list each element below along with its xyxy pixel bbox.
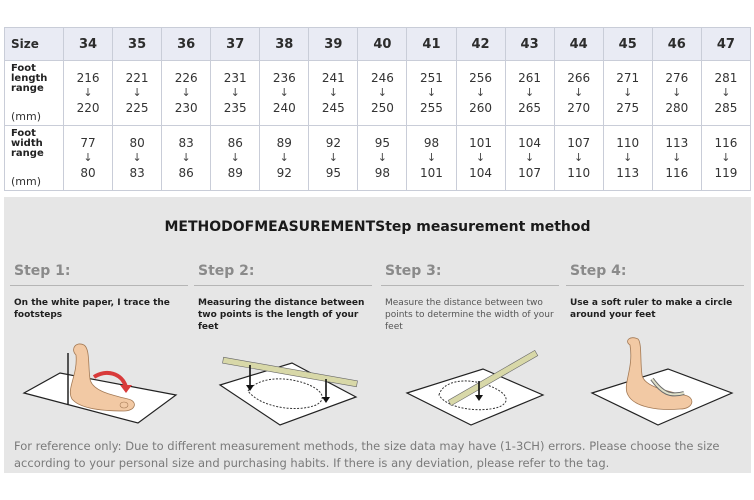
foot-width-max: 110 [567, 166, 591, 180]
foot-width-label-line2: width [11, 138, 43, 149]
foot-length-ruler-illustration [200, 335, 366, 427]
step-3 [381, 261, 559, 429]
down-arrow-icon: ↓ [721, 86, 731, 99]
foot-width-max: 86 [178, 166, 194, 180]
foot-width-header [5, 126, 64, 191]
foot-width-min: 110 [616, 136, 640, 150]
down-arrow-icon: ↓ [426, 86, 437, 99]
foot-length-cell [113, 61, 162, 126]
foot-length-max: 235 [223, 101, 247, 115]
foot-length-min: 221 [125, 71, 149, 85]
foot-width-cell [407, 126, 456, 191]
foot-length-min: 271 [616, 71, 640, 85]
down-arrow-icon: ↓ [524, 151, 535, 164]
foot-width-min: 77 [80, 136, 96, 150]
foot-length-max: 265 [518, 101, 542, 115]
foot-width-label-line1: Foot [11, 128, 36, 139]
step-1-label: Step 1: [14, 263, 71, 279]
size-chart-table [4, 27, 751, 191]
down-arrow-icon: ↓ [377, 86, 388, 99]
step-3-description: Measure the distance between two points to determine the width of your feet [385, 298, 554, 332]
down-arrow-icon: ↓ [83, 151, 93, 164]
tracing-foot-illustration [16, 335, 182, 427]
soft-ruler-foot-illustration [572, 335, 738, 427]
foot-length-min: 216 [76, 71, 100, 85]
down-arrow-icon: ↓ [328, 151, 338, 164]
foot-length-row [5, 61, 751, 126]
foot-width-cell [64, 126, 113, 191]
foot-width-cell [554, 126, 603, 191]
down-arrow-icon: ↓ [279, 151, 289, 164]
foot-length-cell [211, 61, 260, 126]
step-4-divider [566, 285, 744, 286]
foot-width-cell [456, 126, 505, 191]
foot-length-min: 236 [272, 71, 296, 85]
foot-length-max: 280 [665, 101, 689, 115]
foot-length-max: 270 [567, 101, 591, 115]
foot-width-max: 89 [227, 166, 243, 180]
size-cell: 40 [358, 28, 407, 61]
size-cell: 44 [554, 28, 603, 61]
down-arrow-icon: ↓ [524, 86, 535, 99]
down-arrow-icon: ↓ [181, 86, 191, 99]
down-arrow-icon: ↓ [672, 151, 682, 164]
measurement-method-panel [4, 197, 751, 473]
down-arrow-icon: ↓ [377, 151, 388, 164]
foot-width-max: 92 [276, 166, 292, 180]
foot-length-max: 240 [272, 101, 296, 115]
foot-length-max: 220 [76, 101, 100, 115]
step-1-divider [10, 285, 188, 286]
reference-note: For reference only: Due to different measurement methods, the size data may have (1-3CH) errors. Please choose the size according to your personal size and purchasing habits. If there is any deviation, please refer to the tag. [14, 439, 720, 470]
foot-width-cell [309, 126, 358, 191]
size-cell: 43 [505, 28, 554, 61]
foot-length-min: 266 [567, 71, 591, 85]
foot-length-cell [603, 61, 652, 126]
down-arrow-icon: ↓ [132, 86, 142, 99]
foot-length-min: 261 [518, 71, 542, 85]
size-row [5, 28, 751, 61]
step-1-description: On the white paper, I trace the footsteps [14, 298, 170, 320]
down-arrow-icon: ↓ [623, 86, 633, 99]
foot-length-cell [652, 61, 701, 126]
size-cell: 41 [407, 28, 456, 61]
foot-length-max: 285 [714, 101, 738, 115]
size-cell: 46 [652, 28, 701, 61]
size-cell: 35 [113, 28, 162, 61]
foot-width-cell [260, 126, 309, 191]
foot-width-max: 98 [374, 166, 391, 180]
down-arrow-icon: ↓ [574, 151, 584, 164]
foot-width-max: 95 [325, 166, 341, 180]
foot-length-cell [309, 61, 358, 126]
step-4-label: Step 4: [570, 263, 627, 279]
foot-width-min: 98 [423, 136, 440, 150]
foot-width-cell [652, 126, 701, 191]
foot-width-min: 80 [129, 136, 145, 150]
foot-width-min: 101 [469, 136, 492, 150]
foot-width-min: 83 [178, 136, 194, 150]
foot-length-max: 260 [469, 101, 492, 115]
foot-width-ruler-illustration [387, 335, 553, 427]
foot-length-min: 241 [321, 71, 345, 85]
size-cell: 42 [456, 28, 505, 61]
foot-width-max: 107 [518, 166, 542, 180]
foot-length-unit: (mm) [11, 110, 42, 123]
size-cell: 45 [603, 28, 652, 61]
foot-width-cell [162, 126, 211, 191]
foot-length-cell [456, 61, 505, 126]
method-title: METHODOFMEASUREMENTStep measurement method [164, 219, 591, 235]
step-3-label: Step 3: [385, 263, 442, 279]
foot-width-min: 86 [227, 136, 243, 150]
down-arrow-icon: ↓ [328, 86, 338, 99]
down-arrow-icon: ↓ [132, 151, 142, 164]
foot-length-min: 246 [370, 71, 394, 85]
foot-width-cell [113, 126, 162, 191]
foot-width-min: 116 [714, 136, 738, 150]
foot-length-min: 226 [174, 71, 198, 85]
step-2-description: Measuring the distance between two points is the length of your feet [198, 298, 365, 332]
foot-width-min: 92 [325, 136, 341, 150]
down-arrow-icon: ↓ [230, 151, 240, 164]
foot-width-min: 89 [276, 136, 292, 150]
foot-width-unit: (mm) [11, 175, 42, 188]
down-arrow-icon: ↓ [721, 151, 731, 164]
foot-length-min: 251 [420, 71, 443, 85]
foot-width-min: 95 [374, 136, 391, 150]
foot-length-cell [358, 61, 407, 126]
step-3-divider [381, 285, 559, 286]
foot-width-min: 113 [665, 136, 689, 150]
foot-width-cell [701, 126, 750, 191]
down-arrow-icon: ↓ [426, 151, 437, 164]
foot-length-cell [260, 61, 309, 126]
foot-length-header [5, 61, 64, 126]
foot-width-max: 116 [665, 166, 689, 180]
step-4-description: Use a soft ruler to make a circle around your feet [570, 298, 733, 320]
step-2-divider [194, 285, 372, 286]
step-1 [10, 261, 188, 429]
down-arrow-icon: ↓ [574, 86, 584, 99]
down-arrow-icon: ↓ [230, 86, 240, 99]
foot-width-max: 83 [129, 166, 145, 180]
foot-width-cell [505, 126, 554, 191]
foot-width-min: 104 [518, 136, 542, 150]
foot-length-min: 231 [223, 71, 247, 85]
foot-length-cell [701, 61, 750, 126]
foot-length-max: 230 [174, 101, 198, 115]
foot-length-label-line3: range [11, 83, 44, 94]
down-arrow-icon: ↓ [475, 86, 486, 99]
foot-length-max: 275 [616, 101, 640, 115]
foot-width-label-line3: range [11, 148, 44, 159]
foot-length-min: 281 [714, 71, 738, 85]
size-cell: 34 [64, 28, 113, 61]
foot-width-max: 113 [616, 166, 640, 180]
down-arrow-icon: ↓ [83, 86, 93, 99]
down-arrow-icon: ↓ [672, 86, 682, 99]
step-4 [566, 261, 744, 429]
foot-width-cell [211, 126, 260, 191]
foot-width-max: 104 [469, 166, 492, 180]
foot-width-min: 107 [567, 136, 591, 150]
foot-length-max: 255 [420, 101, 443, 115]
size-header: Size [5, 28, 64, 61]
foot-width-row [5, 126, 751, 191]
size-cell: 37 [211, 28, 260, 61]
size-cell: 38 [260, 28, 309, 61]
foot-length-cell [505, 61, 554, 126]
foot-length-max: 245 [321, 101, 345, 115]
size-cell: 36 [162, 28, 211, 61]
foot-length-cell [162, 61, 211, 126]
foot-length-min: 256 [469, 71, 492, 85]
foot-length-cell [554, 61, 603, 126]
foot-width-cell [603, 126, 652, 191]
down-arrow-icon: ↓ [475, 151, 486, 164]
foot-width-max: 119 [714, 166, 738, 180]
foot-length-max: 225 [125, 101, 149, 115]
foot-length-max: 250 [370, 101, 394, 115]
down-arrow-icon: ↓ [279, 86, 289, 99]
foot-length-cell [64, 61, 113, 126]
size-cell: 47 [701, 28, 750, 61]
foot-width-max: 101 [420, 166, 443, 180]
foot-length-cell [407, 61, 456, 126]
foot-length-label-line2: length [11, 73, 48, 84]
down-arrow-icon: ↓ [181, 151, 191, 164]
down-arrow-icon: ↓ [623, 151, 633, 164]
foot-width-cell [358, 126, 407, 191]
foot-width-max: 80 [80, 166, 96, 180]
step-2 [194, 261, 372, 429]
step-2-label: Step 2: [198, 263, 255, 279]
foot-length-label-line1: Foot [11, 63, 36, 74]
size-cell: 39 [309, 28, 358, 61]
foot-length-min: 276 [665, 71, 689, 85]
